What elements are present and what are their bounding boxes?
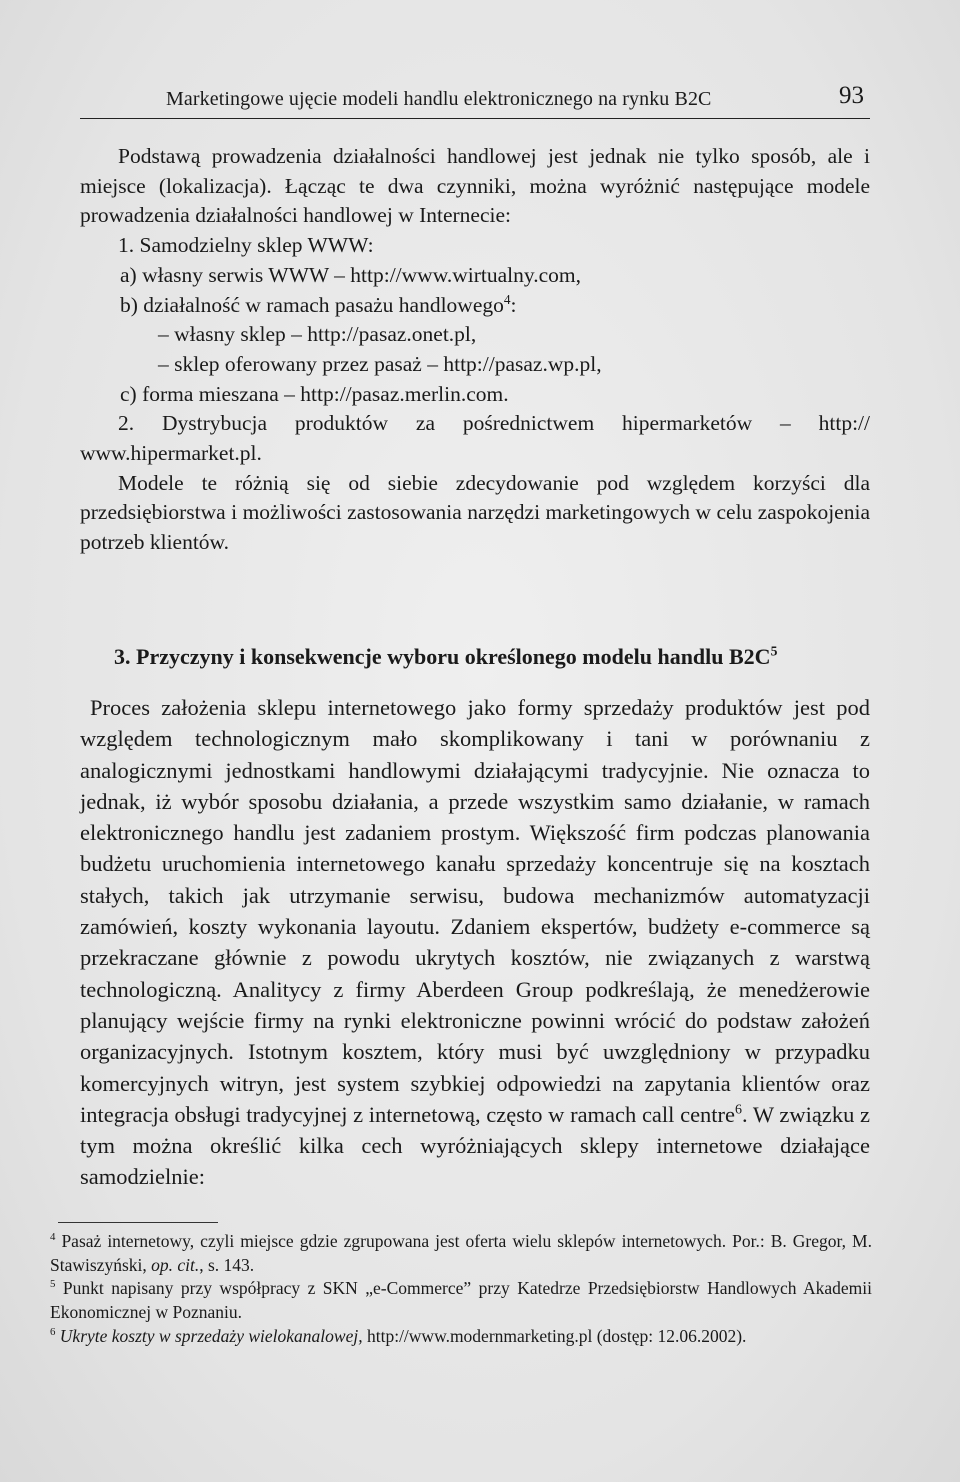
footnote-ref-6: 6 [735, 1102, 743, 1118]
footnotes [50, 1230, 872, 1349]
section-paragraph-part1: Proces założenia sklepu internetowego jako formy sprzedaży produktów jest pod względem technologicznym mało skomplikowany i tani w porównaniu z analogicznymi jednostkami handlowymi działającymi tradycyjnie. Nie oznacza to jednak, iż wybór sposobu działania, a przede wszystkim samo działanie, w ramach elektronicznego handlu jest zadaniem prostym. Większość firm podczas planowania budżetu uruchomienia internetowego kanału sprzedaży koncentruje się na kosztach stałych, takich jak utrzymanie serwisu, budowa mechanizmów automatyzacji zamówień, koszty wykonania layoutu. Zdaniem ekspertów, budżety e-commerce są przekraczane głównie z powodu ukrytych kosztów, nie związanych z warstwą technologiczną. Analitycy z firmy Aberdeen Group podkreślają, że menedżerowie planujący wejście firmy na rynki elektroniczne powinni wrócić do podstaw założeń organizacyjnych. Istotnym kosztem, który musi być uwzględniony w przypadku komercyjnych witryn, jest system szybkiej odpowiedzi na zapytania klientów oraz integracja obsługi tradycyjnej z internetową, często w ramach call centre [80, 695, 870, 1127]
footnote-italic: op. cit. [151, 1254, 200, 1275]
list-item-1b-dash-2: – sklep oferowany przez pasaż – http://pasaz.wp.pl, [158, 351, 602, 376]
list-item-1: 1. Samodzielny sklep WWW: [118, 233, 374, 258]
footnote-text: Punkt napisany przy współpracy z SKN „e-Commerce” przy Katedrze Przedsiębiorstw Handlowych Akademii Ekonomicznej w Poznaniu. [50, 1278, 872, 1323]
footnote-mark: 4 [50, 1231, 56, 1244]
list-item-1c: c) forma mieszana – http://pasaz.merlin.com. [120, 381, 509, 406]
page-header [80, 82, 870, 119]
footnote-italic: Ukryte koszty w sprzedaży wielokanalowej, [59, 1325, 363, 1346]
list-item-1b-text: b) działalność w ramach pasażu handlowego [120, 292, 504, 317]
list-item-1b [80, 291, 870, 321]
footnote-5 [50, 1277, 872, 1324]
running-title: Marketingowe ujęcie modeli handlu elektronicznego na rynku B2C [166, 88, 712, 110]
footnote-text: Pasaż internetowy, czyli miejsce gdzie zgrupowana jest oferta wielu sklepów internetowych. Por.: B. Gregor, M. Stawiszyński, [50, 1231, 872, 1275]
footnote-4 [50, 1230, 872, 1277]
list-item-1a: a) własny serwis WWW – http://www.wirtualny.com, [120, 262, 581, 287]
section-heading [114, 644, 777, 670]
section-heading-text: 3. Przyczyny i konsekwencje wyboru określonego modelu handlu B2C [114, 644, 771, 669]
footnote-mark: 6 [50, 1325, 56, 1338]
body-section-2 [80, 692, 870, 1193]
section-paragraph-part2: . W związku z tym można określić kilka cech wyróżniających sklepy internetowe działające samodzielnie: [80, 1101, 870, 1190]
footnote-ref-4: 4 [503, 291, 511, 307]
page-number: 93 [839, 82, 864, 109]
list-item-1b-colon: : [510, 292, 517, 317]
closing-paragraph: Modele te różnią się od siebie zdecydowanie pod względem korzyści dla przedsiębiorstwa i możliwości zastosowania narzędzi marketingowych w celu zaspokojenia potrzeb klientów. [80, 470, 870, 555]
section-paragraph [80, 692, 870, 1193]
body-section-1 [80, 142, 870, 558]
footnote-ref-5: 5 [770, 643, 778, 659]
intro-paragraph: Podstawą prowadzenia działalności handlowej jest jednak nie tylko sposób, ale i miejsce (lokalizacja). Łącząc te dwa czynniki, można wyróżnić następujące modele prowadzenia działalności handlowej w Internecie: [80, 144, 870, 228]
list-item-1b-dash-1: – własny sklep – http://pasaz.onet.pl, [158, 322, 477, 347]
footnote-text-end: , s. 143. [199, 1254, 255, 1275]
list-item-2: 2. Dystrybucja produktów za pośrednictwem hipermarketów – http:// www.hipermarket.pl. [80, 411, 870, 466]
footnote-6 [50, 1325, 872, 1349]
footnote-text: http://www.modernmarketing.pl (dostęp: 12.06.2002). [362, 1325, 747, 1346]
footnote-divider [58, 1222, 218, 1223]
footnote-mark: 5 [50, 1278, 56, 1291]
